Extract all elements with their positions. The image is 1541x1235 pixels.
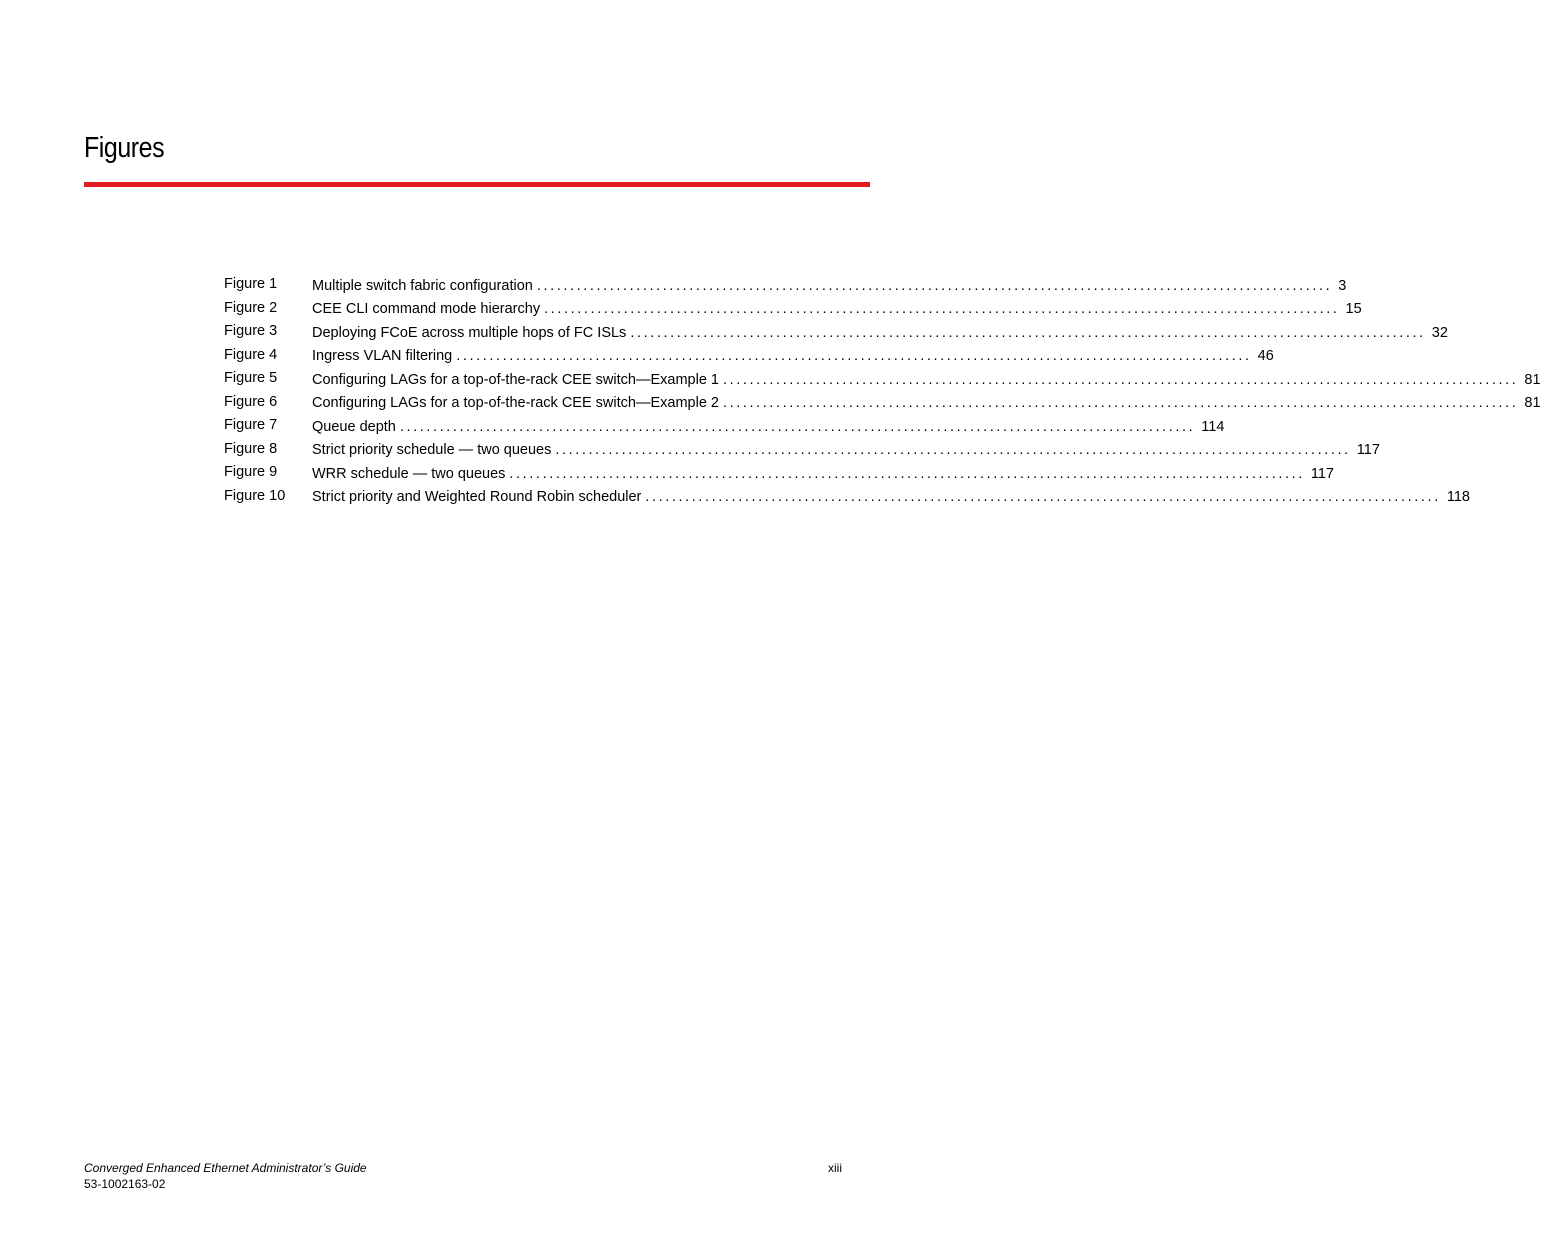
list-item[interactable]	[224, 462, 1334, 486]
figure-label: Figure 7	[224, 417, 278, 433]
figure-page-number[interactable]: 118	[1446, 489, 1470, 506]
title-rule	[84, 182, 870, 187]
list-item[interactable]	[224, 439, 1380, 463]
list-item[interactable]	[224, 321, 1448, 345]
dot-leader: ........................................................................................................................	[645, 489, 1441, 506]
figure-page-number[interactable]: 46	[1257, 348, 1274, 365]
figure-title[interactable]: Queue depth	[312, 418, 396, 435]
figure-title[interactable]: Deploying FCoE across multiple hops of FC ISLs	[312, 324, 627, 341]
dot-leader: ........................................................................................................................	[722, 371, 1519, 388]
list-item[interactable]	[224, 274, 1347, 298]
figure-page-number[interactable]: 81	[1524, 371, 1541, 388]
figure-title[interactable]: WRR schedule — two queues	[312, 465, 506, 482]
figure-page-number[interactable]: 15	[1345, 301, 1362, 318]
list-item[interactable]	[224, 486, 1470, 510]
dot-leader: ........................................................................................................................	[536, 277, 1333, 294]
figure-page-number[interactable]: 117	[1356, 442, 1380, 459]
figure-label: Figure 3	[224, 323, 278, 339]
footer-page-number: xiii	[828, 1161, 842, 1175]
footer-document-number: 53-1002163-02	[84, 1177, 166, 1191]
figure-title[interactable]: Strict priority and Weighted Round Robin scheduler	[312, 489, 642, 506]
figure-label: Figure 9	[224, 464, 278, 480]
figure-list	[224, 274, 1541, 509]
list-item[interactable]	[224, 392, 1541, 416]
dot-leader: ........................................................................................................................	[722, 395, 1519, 412]
figure-label: Figure 10	[224, 487, 286, 504]
figure-label: Figure 6	[224, 393, 278, 410]
dot-leader: ........................................................................................................................	[399, 418, 1196, 435]
figure-title[interactable]: Strict priority schedule — two queues	[312, 442, 552, 459]
dot-leader: ........................................................................................................................	[544, 301, 1340, 318]
figure-page-number[interactable]: 81	[1524, 395, 1541, 412]
figure-label: Figure 4	[224, 346, 278, 363]
dot-leader: ........................................................................................................................	[555, 442, 1351, 459]
list-item[interactable]	[224, 415, 1225, 439]
list-item[interactable]	[224, 345, 1274, 369]
dot-leader: ........................................................................................................................	[509, 465, 1305, 482]
dot-leader: ........................................................................................................................	[630, 324, 1426, 341]
figure-title[interactable]: Configuring LAGs for a top-of-the-rack CEE switch—Example 2	[312, 395, 719, 412]
figure-title[interactable]: Configuring LAGs for a top-of-the-rack CEE switch—Example 1	[312, 371, 719, 388]
figure-label: Figure 5	[224, 370, 278, 386]
figure-title[interactable]: Multiple switch fabric configuration	[312, 277, 533, 294]
figure-page-number[interactable]: 117	[1310, 465, 1334, 482]
dot-leader: ........................................................................................................................	[456, 348, 1252, 365]
footer-document-title: Converged Enhanced Ethernet Administrator’s Guide	[84, 1161, 367, 1175]
figure-page-number[interactable]: 32	[1431, 324, 1448, 341]
figure-title[interactable]: CEE CLI command mode hierarchy	[312, 301, 541, 318]
figure-label: Figure 1	[224, 276, 278, 292]
figure-title[interactable]: Ingress VLAN filtering	[312, 348, 453, 365]
list-item[interactable]	[224, 368, 1541, 392]
page-title: Figures	[84, 132, 165, 164]
figure-label: Figure 2	[224, 299, 278, 316]
figure-label: Figure 8	[224, 440, 278, 457]
list-item[interactable]	[224, 298, 1362, 322]
figure-page-number[interactable]: 114	[1201, 418, 1225, 435]
figure-page-number[interactable]: 3	[1338, 277, 1347, 294]
